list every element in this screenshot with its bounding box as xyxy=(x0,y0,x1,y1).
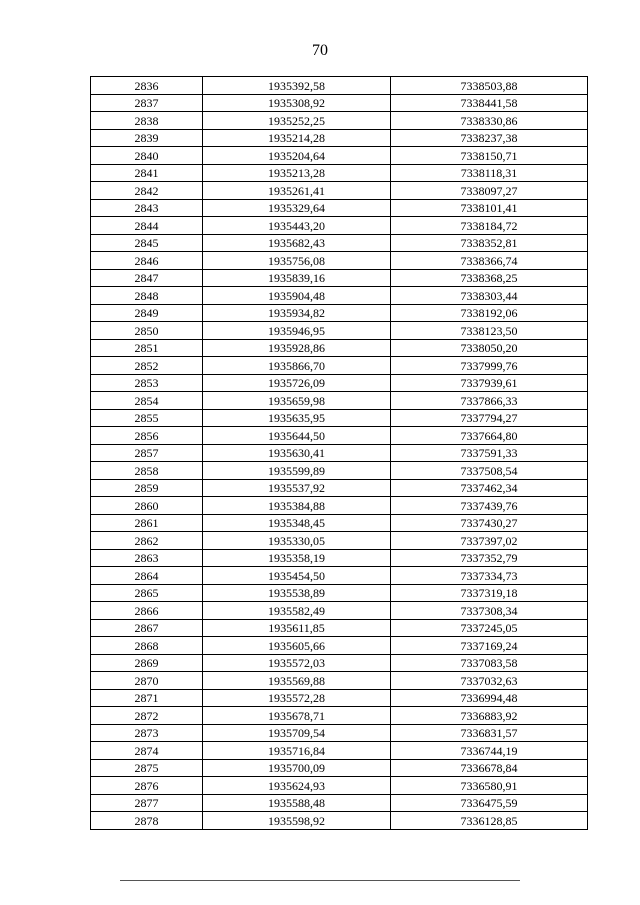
x-coordinate-cell: 1935839,16 xyxy=(203,269,391,287)
point-number-cell: 2865 xyxy=(91,584,203,602)
table-row xyxy=(91,409,588,427)
point-number-cell: 2877 xyxy=(91,794,203,812)
x-coordinate-cell: 1935599,89 xyxy=(203,462,391,480)
point-number-cell: 2838 xyxy=(91,112,203,130)
x-coordinate-cell: 1935213,28 xyxy=(203,164,391,182)
point-number-cell: 2863 xyxy=(91,549,203,567)
y-coordinate-cell: 7337866,33 xyxy=(391,392,588,410)
x-coordinate-cell: 1935308,92 xyxy=(203,94,391,112)
x-coordinate-cell: 1935659,98 xyxy=(203,392,391,410)
table-row xyxy=(91,742,588,760)
x-coordinate-cell: 1935709,54 xyxy=(203,724,391,742)
x-coordinate-cell: 1935572,28 xyxy=(203,689,391,707)
point-number-cell: 2853 xyxy=(91,374,203,392)
table-row xyxy=(91,112,588,130)
table-row xyxy=(91,287,588,305)
x-coordinate-cell: 1935598,92 xyxy=(203,812,391,830)
point-number-cell: 2861 xyxy=(91,514,203,532)
y-coordinate-cell: 7337319,18 xyxy=(391,584,588,602)
y-coordinate-cell: 7337591,33 xyxy=(391,444,588,462)
x-coordinate-cell: 1935928,86 xyxy=(203,339,391,357)
y-coordinate-cell: 7338368,25 xyxy=(391,269,588,287)
x-coordinate-cell: 1935572,03 xyxy=(203,654,391,672)
table-row xyxy=(91,339,588,357)
y-coordinate-cell: 7337169,24 xyxy=(391,637,588,655)
y-coordinate-cell: 7337334,73 xyxy=(391,567,588,585)
point-number-cell: 2872 xyxy=(91,707,203,725)
x-coordinate-cell: 1935716,84 xyxy=(203,742,391,760)
x-coordinate-cell: 1935630,41 xyxy=(203,444,391,462)
point-number-cell: 2847 xyxy=(91,269,203,287)
x-coordinate-cell: 1935538,89 xyxy=(203,584,391,602)
x-coordinate-cell: 1935682,43 xyxy=(203,234,391,252)
y-coordinate-cell: 7338050,20 xyxy=(391,339,588,357)
x-coordinate-cell: 1935934,82 xyxy=(203,304,391,322)
y-coordinate-cell: 7337939,61 xyxy=(391,374,588,392)
x-coordinate-cell: 1935569,88 xyxy=(203,672,391,690)
y-coordinate-cell: 7338237,38 xyxy=(391,129,588,147)
point-number-cell: 2876 xyxy=(91,777,203,795)
x-coordinate-cell: 1935443,20 xyxy=(203,217,391,235)
y-coordinate-cell: 7337508,54 xyxy=(391,462,588,480)
point-number-cell: 2858 xyxy=(91,462,203,480)
y-coordinate-cell: 7337430,27 xyxy=(391,514,588,532)
y-coordinate-cell: 7338441,58 xyxy=(391,94,588,112)
y-coordinate-cell: 7336678,84 xyxy=(391,759,588,777)
point-number-cell: 2868 xyxy=(91,637,203,655)
point-number-cell: 2841 xyxy=(91,164,203,182)
point-number-cell: 2843 xyxy=(91,199,203,217)
table-row xyxy=(91,252,588,270)
y-coordinate-cell: 7337794,27 xyxy=(391,409,588,427)
table-row xyxy=(91,619,588,637)
point-number-cell: 2836 xyxy=(91,77,203,95)
y-coordinate-cell: 7336744,19 xyxy=(391,742,588,760)
x-coordinate-cell: 1935904,48 xyxy=(203,287,391,305)
x-coordinate-cell: 1935384,88 xyxy=(203,497,391,515)
point-number-cell: 2854 xyxy=(91,392,203,410)
x-coordinate-cell: 1935392,58 xyxy=(203,77,391,95)
table-row xyxy=(91,94,588,112)
point-number-cell: 2849 xyxy=(91,304,203,322)
y-coordinate-cell: 7338097,27 xyxy=(391,182,588,200)
y-coordinate-cell: 7338101,41 xyxy=(391,199,588,217)
x-coordinate-cell: 1935330,05 xyxy=(203,532,391,550)
x-coordinate-cell: 1935644,50 xyxy=(203,427,391,445)
table-row xyxy=(91,427,588,445)
y-coordinate-cell: 7338118,31 xyxy=(391,164,588,182)
table-row xyxy=(91,374,588,392)
table-row xyxy=(91,584,588,602)
y-coordinate-cell: 7337397,02 xyxy=(391,532,588,550)
point-number-cell: 2875 xyxy=(91,759,203,777)
point-number-cell: 2842 xyxy=(91,182,203,200)
point-number-cell: 2839 xyxy=(91,129,203,147)
bottom-rule xyxy=(120,880,520,881)
table-row xyxy=(91,707,588,725)
table-row xyxy=(91,672,588,690)
coordinates-table xyxy=(90,76,588,830)
y-coordinate-cell: 7338184,72 xyxy=(391,217,588,235)
x-coordinate-cell: 1935678,71 xyxy=(203,707,391,725)
y-coordinate-cell: 7337245,05 xyxy=(391,619,588,637)
table-row xyxy=(91,129,588,147)
x-coordinate-cell: 1935866,70 xyxy=(203,357,391,375)
table-row xyxy=(91,549,588,567)
x-coordinate-cell: 1935204,64 xyxy=(203,147,391,165)
y-coordinate-cell: 7337664,80 xyxy=(391,427,588,445)
point-number-cell: 2837 xyxy=(91,94,203,112)
table-row xyxy=(91,689,588,707)
x-coordinate-cell: 1935611,85 xyxy=(203,619,391,637)
table-row xyxy=(91,724,588,742)
point-number-cell: 2852 xyxy=(91,357,203,375)
x-coordinate-cell: 1935261,41 xyxy=(203,182,391,200)
point-number-cell: 2869 xyxy=(91,654,203,672)
x-coordinate-cell: 1935252,25 xyxy=(203,112,391,130)
point-number-cell: 2870 xyxy=(91,672,203,690)
point-number-cell: 2873 xyxy=(91,724,203,742)
point-number-cell: 2857 xyxy=(91,444,203,462)
point-number-cell: 2840 xyxy=(91,147,203,165)
table-row xyxy=(91,759,588,777)
table-row xyxy=(91,532,588,550)
table-row xyxy=(91,322,588,340)
y-coordinate-cell: 7338192,06 xyxy=(391,304,588,322)
table-row xyxy=(91,654,588,672)
table-row xyxy=(91,234,588,252)
table-row xyxy=(91,462,588,480)
y-coordinate-cell: 7336994,48 xyxy=(391,689,588,707)
x-coordinate-cell: 1935624,93 xyxy=(203,777,391,795)
point-number-cell: 2851 xyxy=(91,339,203,357)
x-coordinate-cell: 1935348,45 xyxy=(203,514,391,532)
y-coordinate-cell: 7337083,58 xyxy=(391,654,588,672)
table-row xyxy=(91,304,588,322)
point-number-cell: 2871 xyxy=(91,689,203,707)
x-coordinate-cell: 1935588,48 xyxy=(203,794,391,812)
point-number-cell: 2862 xyxy=(91,532,203,550)
x-coordinate-cell: 1935582,49 xyxy=(203,602,391,620)
point-number-cell: 2856 xyxy=(91,427,203,445)
point-number-cell: 2878 xyxy=(91,812,203,830)
x-coordinate-cell: 1935756,08 xyxy=(203,252,391,270)
point-number-cell: 2850 xyxy=(91,322,203,340)
y-coordinate-cell: 7337439,76 xyxy=(391,497,588,515)
point-number-cell: 2846 xyxy=(91,252,203,270)
y-coordinate-cell: 7336475,59 xyxy=(391,794,588,812)
point-number-cell: 2855 xyxy=(91,409,203,427)
table-row xyxy=(91,269,588,287)
point-number-cell: 2867 xyxy=(91,619,203,637)
y-coordinate-cell: 7338123,50 xyxy=(391,322,588,340)
table-row xyxy=(91,199,588,217)
table-row xyxy=(91,602,588,620)
y-coordinate-cell: 7338150,71 xyxy=(391,147,588,165)
point-number-cell: 2845 xyxy=(91,234,203,252)
point-number-cell: 2860 xyxy=(91,497,203,515)
table-row xyxy=(91,637,588,655)
page-number: 70 xyxy=(312,42,328,59)
table-row xyxy=(91,357,588,375)
x-coordinate-cell: 1935358,19 xyxy=(203,549,391,567)
x-coordinate-cell: 1935726,09 xyxy=(203,374,391,392)
table-row xyxy=(91,794,588,812)
y-coordinate-cell: 7338330,86 xyxy=(391,112,588,130)
point-number-cell: 2848 xyxy=(91,287,203,305)
y-coordinate-cell: 7338303,44 xyxy=(391,287,588,305)
y-coordinate-cell: 7337308,34 xyxy=(391,602,588,620)
table-row xyxy=(91,497,588,515)
x-coordinate-cell: 1935946,95 xyxy=(203,322,391,340)
x-coordinate-cell: 1935700,09 xyxy=(203,759,391,777)
table-row xyxy=(91,812,588,830)
y-coordinate-cell: 7338366,74 xyxy=(391,252,588,270)
y-coordinate-cell: 7336883,92 xyxy=(391,707,588,725)
table-row xyxy=(91,164,588,182)
y-coordinate-cell: 7337462,34 xyxy=(391,479,588,497)
x-coordinate-cell: 1935635,95 xyxy=(203,409,391,427)
point-number-cell: 2859 xyxy=(91,479,203,497)
table-row xyxy=(91,392,588,410)
y-coordinate-cell: 7338503,88 xyxy=(391,77,588,95)
x-coordinate-cell: 1935605,66 xyxy=(203,637,391,655)
y-coordinate-cell: 7337352,79 xyxy=(391,549,588,567)
y-coordinate-cell: 7336128,85 xyxy=(391,812,588,830)
table-row xyxy=(91,567,588,585)
table-row xyxy=(91,77,588,95)
table-row xyxy=(91,147,588,165)
table-row xyxy=(91,777,588,795)
x-coordinate-cell: 1935454,50 xyxy=(203,567,391,585)
coordinates-table-body xyxy=(91,77,588,830)
point-number-cell: 2844 xyxy=(91,217,203,235)
y-coordinate-cell: 7338352,81 xyxy=(391,234,588,252)
point-number-cell: 2864 xyxy=(91,567,203,585)
y-coordinate-cell: 7336831,57 xyxy=(391,724,588,742)
y-coordinate-cell: 7336580,91 xyxy=(391,777,588,795)
table-row xyxy=(91,182,588,200)
table-row xyxy=(91,514,588,532)
y-coordinate-cell: 7337032,63 xyxy=(391,672,588,690)
table-row xyxy=(91,444,588,462)
x-coordinate-cell: 1935214,28 xyxy=(203,129,391,147)
y-coordinate-cell: 7337999,76 xyxy=(391,357,588,375)
point-number-cell: 2866 xyxy=(91,602,203,620)
x-coordinate-cell: 1935329,64 xyxy=(203,199,391,217)
x-coordinate-cell: 1935537,92 xyxy=(203,479,391,497)
table-row xyxy=(91,217,588,235)
point-number-cell: 2874 xyxy=(91,742,203,760)
table-row xyxy=(91,479,588,497)
